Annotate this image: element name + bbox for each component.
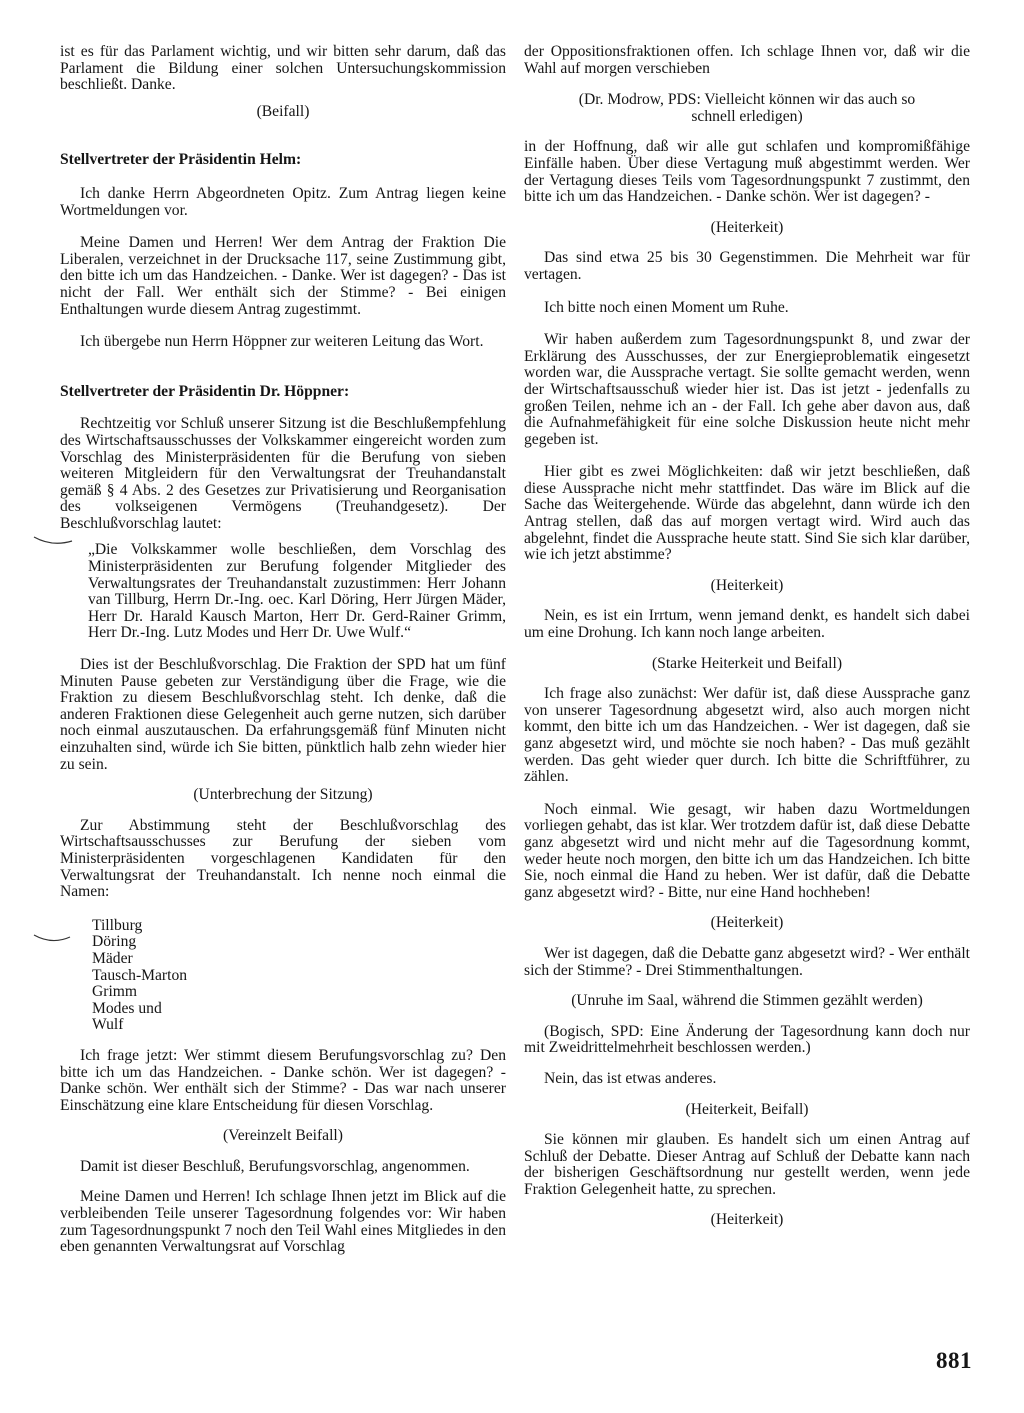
- list-item: Döring: [92, 933, 137, 951]
- left-column: [60, 44, 506, 1256]
- list-item: Tillburg: [92, 916, 143, 934]
- stage-direction: (Unterbrechung der Sitzung): [193, 786, 373, 804]
- paragraph: Ich danke Herrn Abgeordneten Opitz. Zum Antrag liegen keine Wortmeldungen vor.: [60, 184, 506, 219]
- paragraph: Rechtzeitig vor Schluß unserer Sitzung ist die Beschlußempfehlung des Wirtschaftsausschusses der Volkskammer eingereicht worden zum Vorschlag des Ministerpräsidenten für die Berufung von sieben weiteren Mitgleidern für den Verwaltungsrat der Treuhandanstalt gemäß § 4 Abs. 2 des Gesetzes zur Privatisierung und Reorganisation des volkseigenen Vermögens (Treuhandgesetz). Der Beschlußvorschlag lautet:: [60, 415, 506, 532]
- paragraph: Meine Damen und Herren! Ich schlage Ihnen jetzt im Blick auf die verbleibenden Teile unserer Tagesordnung folgendes vor: Wir haben zum Tagesordnungspunkt 7 noch den Teil Wahl eines Mitgliedes in den eben genannten Verwaltungsrat auf Vorschlag: [60, 1188, 506, 1256]
- paragraph: Ich bitte noch einen Moment um Ruhe.: [544, 298, 789, 316]
- speaker-heading: Stellvertreter der Präsidentin Dr. Höppner:: [60, 382, 350, 400]
- paragraph: Nein, es ist ein Irrtum, wenn jemand denkt, es handelt sich dabei um eine Drohung. Ich kann noch lange arbeiten.: [524, 607, 970, 642]
- paragraph: Sie können mir glauben. Es handelt sich um einen Antrag auf Schluß der Debatte. Dieser Antrag auf Schluß der Debatte kann nach der bisherigen Geschäftsordnung nur gestellt werden, wenn jede Fraktion Gelegenheit hatte, zu sprechen.: [524, 1131, 970, 1198]
- list-item: Tausch-Marton: [92, 966, 188, 984]
- paragraph: Nein, das ist etwas anderes.: [544, 1069, 717, 1087]
- paragraph: in der Hoffnung, daß wir alle gut schlafen und kompromißfähige Einfälle haben. Über diese Vertagung muß abgestimmt werden. Wer der Vertagung dieses Teils vom Tagesordnungspunkt 7 zustimmt, den bitte ich um das Handzeichen. - Danke schön. Wer ist dagegen? -: [524, 138, 970, 206]
- interjection: (Bogisch, SPD: Eine Änderung der Tagesordnung kann doch nur mit Zweidrittelmehrheit beschlossen werden.): [524, 1022, 970, 1057]
- paragraph: Noch einmal. Wie gesagt, wir haben dazu Wortmeldungen vorliegen gehabt, das ist klar. Wer trotzdem dafür ist, daß diese Debatte ganz abgesetzt wird und nicht mehr auf die Tagesordnung kommt, weder heute noch morgen, den bitte ich um das Handzeichen. Ich bitte Sie, noch einmal die Hand zu heben. Wer ist dafür, daß die Debatte ganz abgesetzt wird? - Bitte, nur eine Hand hochheben!: [524, 800, 970, 901]
- paragraph: der Oppositionsfraktionen offen. Ich schlage Ihnen vor, daß wir die Wahl auf morgen verschieben: [524, 43, 970, 77]
- stage-direction: (Heiterkeit): [710, 1211, 784, 1229]
- paragraph: Dies ist der Beschlußvorschlag. Die Fraktion der SPD hat um fünf Minuten Pause gebeten zur Verständigung über die Frage, wie die Fraktion zu diesem Beschlußvorschlag steht. Ich denke, daß die anderen Fraktionen diese Gelegenheit auch gerne nutzen, sich darüber noch einmal auszutauschen. Da erfahrungsgemäß fünf Minuten nicht einzuhalten sind, würde ich Sie bitten, pünktlich halb zehn wieder hier zu sein.: [60, 656, 506, 773]
- stage-direction: (Heiterkeit): [710, 218, 784, 236]
- paragraph: Damit ist dieser Beschluß, Berufungsvorschlag, angenommen.: [80, 1157, 470, 1175]
- stage-direction: (Heiterkeit): [710, 914, 784, 932]
- paragraph: Hier gibt es zwei Möglichkeiten: daß wir jetzt beschließen, daß diese Aussprache nicht mehr stattfindet. Das wäre im Blick auf die Sache das Weitergehende. Würde das abgelehnt, dann würde ich den Antrag stellen, daß das auf morgen vertagt wird. Wird auch das abgelehnt, findet die Aussprache heute statt. Sind Sie sich klar darüber, wie ich jetzt abstimme?: [524, 463, 970, 564]
- paragraph: Wer ist dagegen, daß die Debatte ganz abgesetzt wird? - Wer enthält sich der Stimme? - Drei Stimmenthaltungen.: [524, 944, 970, 979]
- paragraph: Zur Abstimmung steht der Beschlußvorschlag des Wirtschaftsausschusses zur Berufung der sieben vom Ministerpräsidenten vorgeschlagenen Kandidaten für den Verwaltungsrat der Treuhandanstalt. Ich nenne noch einmal die Namen:: [60, 816, 506, 901]
- paragraph: Das sind etwa 25 bis 30 Gegenstimmen. Die Mehrheit war für vertagen.: [524, 249, 970, 283]
- interjection: (Dr. Modrow, PDS: Vielleicht können wir das auch so schnell erledigen): [578, 91, 916, 125]
- stage-direction: (Vereinzelt Beifall): [223, 1127, 343, 1145]
- paragraph: Ich frage also zunächst: Wer dafür ist, daß diese Aussprache ganz von unserer Tagesordnung abgesetzt wird, also auch morgen nicht kommt, den bitte ich um das Handzeichen. - Wer ist dagegen, daß sie ganz abgesetzt wird, und möchte sie noch haben? - Das muß gezählt werden. Das geht wieder quer durch. Ich bitte die Schriftführer, zu zählen.: [524, 685, 970, 786]
- speaker-heading: Stellvertreter der Präsidentin Helm:: [60, 151, 302, 169]
- stage-direction: (Starke Heiterkeit und Beifall): [651, 654, 843, 672]
- right-column: [524, 44, 970, 1229]
- paragraph: ist es für das Parlament wichtig, und wir bitten sehr darum, daß das Parlament die Bildung einer solchen Untersuchungskommission beschließt. Danke.: [60, 43, 506, 94]
- quoted-proposal: „Die Volkskammer wolle beschließen, dem Vorschlag des Ministerpräsidenten zur Berufung folgender Mitglieder des Verwaltungsrates der Treuhandanstalt zuzustimmen: Herr Johann van Tillburg, Herrn Dr.-Ing. oec. Karl Döring, Herr Jürgen Mäder, Herr Dr. Harald Kausch Marton, Herr Dr. Gerd-Rainer Grimm, Herr Dr.-Ing. Lutz Modes und Herr Dr. Uwe Wulf.“: [88, 541, 506, 642]
- name-list: [92, 918, 506, 1034]
- paragraph: Wir haben außerdem zum Tagesordnungspunkt 8, und zwar der Erklärung des Ausschusses, der zur Energieproblematik eingesetzt worden war, die Aussprache vertagt. Sie sollte gemacht werden, wenn der Wirtschaftsausschuß wieder hier ist. Das ist jetzt - jedenfalls zu großen Teilen, nehme ich an - der Fall. Ich gehe aber davon aus, daß die Aufnahmefähigkeit für eine solche Diskussion heute nicht mehr gegeben ist.: [524, 331, 970, 448]
- stage-direction: (Unruhe im Saal, während die Stimmen gezählt werden): [571, 992, 923, 1010]
- page-number: 881: [936, 1348, 972, 1373]
- stage-direction: (Heiterkeit, Beifall): [685, 1100, 809, 1118]
- list-item: Mäder: [92, 949, 133, 967]
- list-item: Wulf: [92, 1016, 124, 1034]
- list-item: Modes und: [92, 999, 162, 1017]
- paragraph: Ich übergebe nun Herrn Höppner zur weiteren Leitung das Wort.: [80, 333, 484, 351]
- stage-direction: (Beifall): [256, 102, 310, 120]
- paragraph: Meine Damen und Herren! Wer dem Antrag der Fraktion Die Liberalen, verzeichnet in der Drucksache 117, seine Zustimmung gibt, den bitte ich um das Handzeichen. - Danke. Wer ist dagegen? - Das ist nicht der Fall. Wer enthält sich der Stimme? - Bei einigen Enthaltungen wurde diesem Antrag zugestimmt.: [60, 234, 506, 318]
- stage-direction: (Heiterkeit): [710, 576, 784, 594]
- list-item: Grimm: [92, 983, 138, 1001]
- paragraph: Ich frage jetzt: Wer stimmt diesem Berufungsvorschlag zu? Den bitte ich um das Handzeichen. - Danke schön. Wer ist dagegen? - Danke schön. Wer enthält sich der Stimme? - Das war nach unserer Einschätzung eine klare Entscheidung für diesen Vorschlag.: [60, 1046, 506, 1114]
